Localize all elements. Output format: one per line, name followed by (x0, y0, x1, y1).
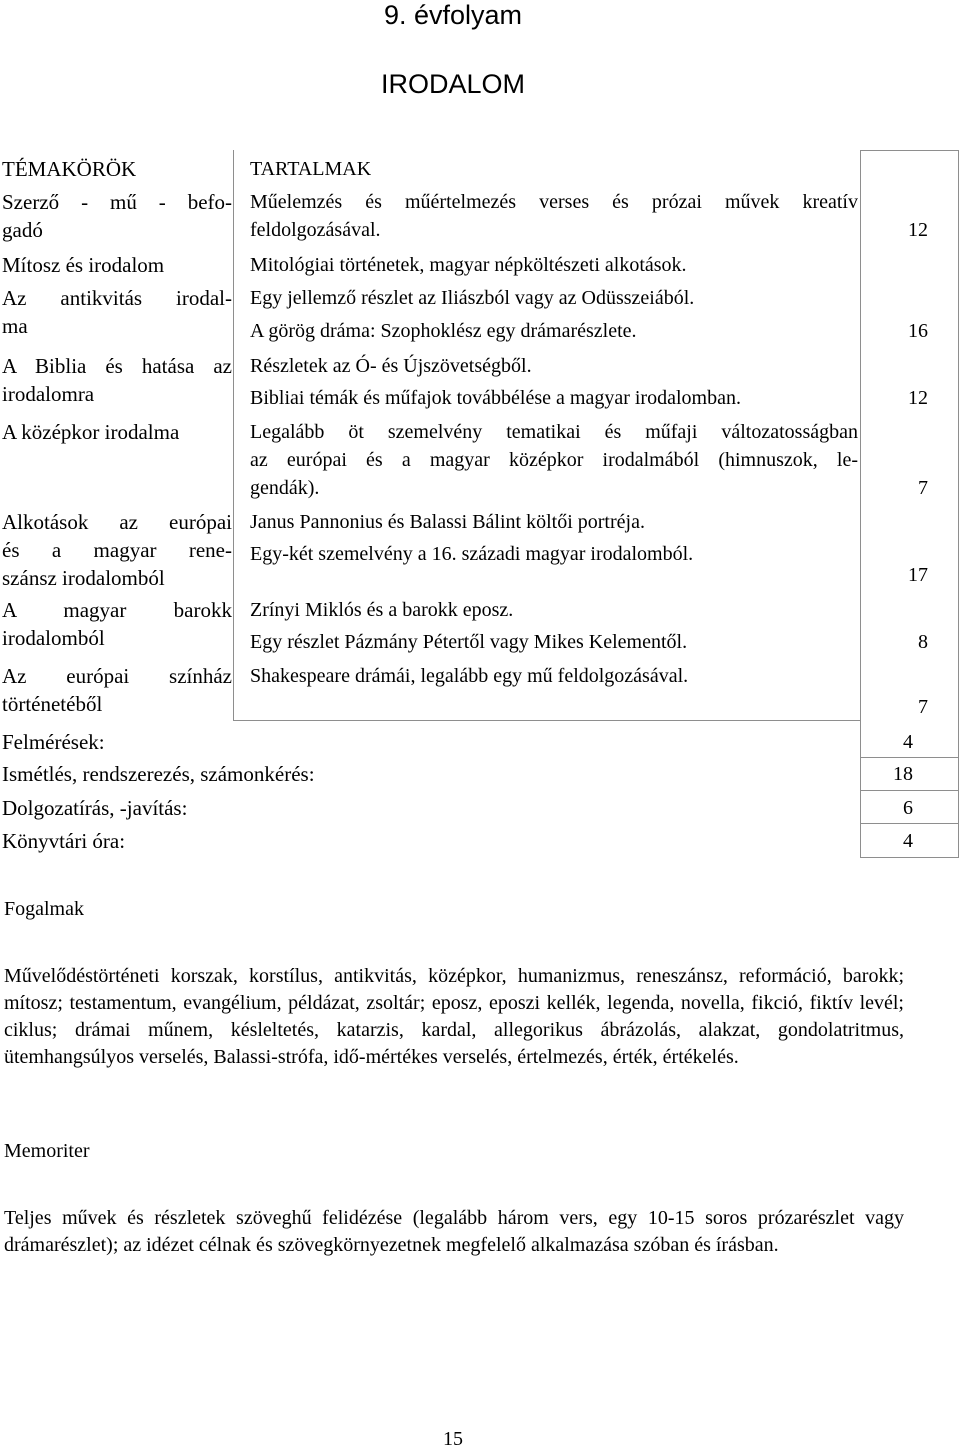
row-divider (860, 857, 959, 858)
grade-heading: 9. évfolyam (383, 0, 523, 30)
content-line: A görög dráma: Szophoklész egy drámarészlete. (250, 320, 637, 342)
concepts-paragraph: Művelődéstörténeti korszak, korstílus, antikvitás, középkor, humanizmus, reneszánsz, reformáció, barokk; mítosz; testamentum, evangélium, példázat, zsoltár; eposz, eposzi kellék, legenda, novella, fikció, fiktív levél; ciklus; drámai műnem, késleltetés, katarzis, kardal, allegorikus ábrázolás, alakzat, gondolatritmus, ütemhangsúlyos verselés, Balassi-strófa, idő-mértékes verselés, értelmezés, érték, értékelés. (4, 965, 904, 1068)
summary-label: Dolgozatírás, -javítás: (2, 796, 188, 820)
table-header-content: TARTALMAK (250, 158, 372, 180)
row-divider (860, 150, 959, 151)
topic-line: Az európai színház (2, 664, 232, 688)
hours-value: 7 (918, 696, 928, 718)
topic-line: ma (2, 314, 28, 338)
content-line: Egy jellemző részlet az Iliászból vagy az Odüsszeiából. (250, 287, 695, 309)
page-number: 15 (443, 1428, 463, 1450)
summary-label: Ismétlés, rendszerezés, számonkérés: (2, 762, 315, 786)
topic-line: gadó (2, 218, 43, 242)
topic-line: A magyar barokk (2, 598, 232, 622)
hours-value: 17 (908, 564, 928, 586)
hours-value: 8 (918, 631, 928, 653)
column-divider (958, 150, 959, 858)
subject-heading: IRODALOM (380, 69, 526, 99)
row-divider (860, 823, 959, 824)
memoriter-paragraph: Teljes művek és részletek szöveghű felidézése (legalább három vers, egy 10-15 soros prózarészlet vagy drámarészlet); az idézet célnak és szövegkörnyezetnek megfelelő alkalmazása szóban és írásban. (4, 1207, 904, 1256)
topic-line: Mítosz és irodalom (2, 253, 165, 277)
topic-line: A középkor irodalma (2, 420, 180, 444)
row-divider (233, 720, 860, 721)
content-line: Egy részlet Pázmány Pétertől vagy Mikes Kelementől. (250, 631, 688, 653)
summary-value: 4 (903, 731, 913, 753)
content-line: feldolgozásával. (250, 219, 381, 241)
content-line: Részletek az Ó- és Újszövetségből. (250, 355, 532, 377)
hours-value: 16 (908, 320, 928, 342)
content-line: Egy-két szemelvény a 16. századi magyar irodalomból. (250, 543, 694, 565)
content-line: Bibliai témák és műfajok továbbélése a magyar irodalomban. (250, 387, 741, 409)
content-line: az európai és a magyar középkor irodalmából (himnuszok, le- (250, 449, 858, 471)
topic-line: Az antikvitás irodal- (2, 286, 232, 310)
topic-line: történetéből (2, 692, 103, 716)
topic-line: Szerző - mű - befo- (2, 190, 232, 214)
topic-line: Alkotások az európai (2, 510, 232, 534)
hours-value: 12 (908, 219, 928, 241)
summary-value: 4 (903, 830, 913, 852)
hours-value: 7 (918, 477, 928, 499)
content-line: Zrínyi Miklós és a barokk eposz. (250, 599, 514, 621)
concepts-heading: Fogalmak (4, 898, 84, 920)
content-line: Legalább öt szemelvény tematikai és műfaji változatosságban (250, 421, 858, 443)
table-header-topics: TÉMAKÖRÖK (2, 157, 137, 181)
summary-label: Felmérések: (2, 730, 105, 754)
content-line: gendák). (250, 477, 320, 499)
topic-line: irodalomra (2, 382, 95, 406)
summary-value: 18 (893, 763, 913, 785)
summary-value: 6 (903, 797, 913, 819)
topic-line: szánsz irodalomból (2, 566, 165, 590)
column-divider (860, 150, 861, 858)
row-divider (860, 757, 959, 758)
column-divider (233, 150, 234, 720)
content-line: Janus Pannonius és Balassi Bálint költői portréja. (250, 511, 645, 533)
content-line: Shakespeare drámái, legalább egy mű feldolgozásával. (250, 665, 689, 687)
row-divider (860, 790, 959, 791)
content-line: Műelemzés és műértelmezés verses és prózai művek kreatív (250, 191, 858, 213)
memoriter-heading: Memoriter (4, 1140, 90, 1162)
topic-line: és a magyar rene- (2, 538, 232, 562)
summary-label: Könyvtári óra: (2, 829, 126, 853)
content-line: Mitológiai történetek, magyar népköltészeti alkotások. (250, 254, 687, 276)
topic-line: irodalomból (2, 626, 105, 650)
topic-line: A Biblia és hatása az (2, 354, 232, 378)
hours-value: 12 (908, 387, 928, 409)
